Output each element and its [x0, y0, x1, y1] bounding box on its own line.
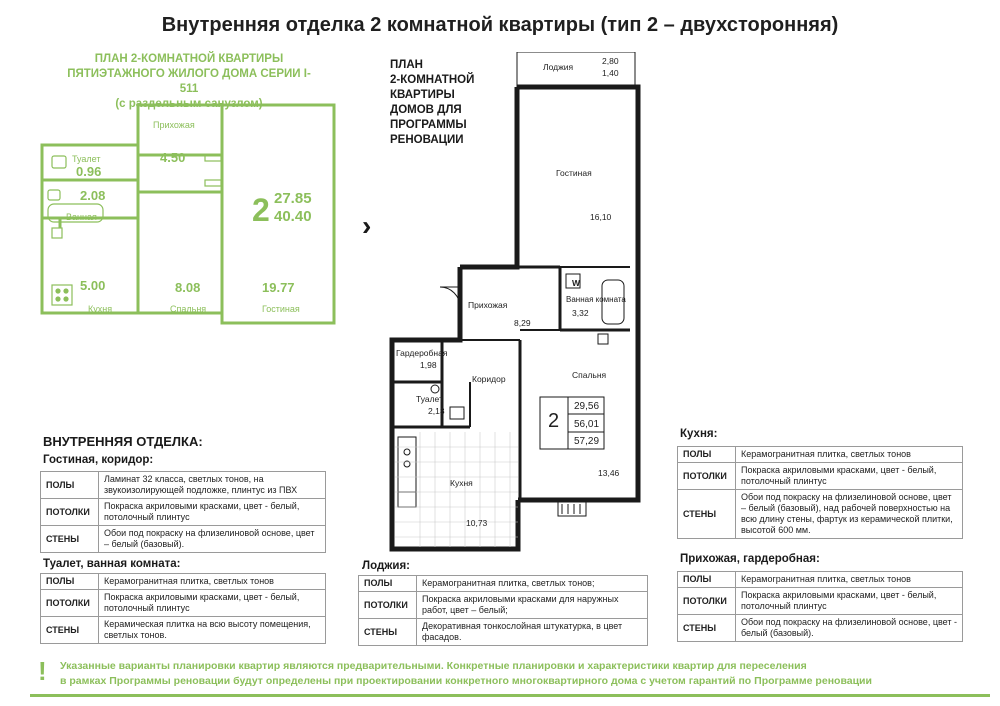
row-value: Ламинат 32 класса, светлых тонов, на звукоизолирующей подложке, плинтус из ПВХ	[99, 472, 326, 499]
living-finish-heading: Гостиная, коридор:	[43, 454, 154, 466]
row-value: Керамогранитная плитка, светлых тонов;	[417, 576, 648, 592]
table-row	[359, 592, 648, 619]
hallway-finish-table	[677, 571, 963, 642]
table-row	[359, 576, 648, 592]
old-hall-area: 4.50	[160, 150, 186, 165]
new-plan-caption-line: ДОМОВ ДЛЯ	[390, 104, 462, 116]
row-key: ПОТОЛКИ	[678, 463, 736, 490]
old-kitchen-label: Кухня	[88, 304, 113, 314]
chevron-right-icon: ›	[362, 210, 372, 241]
loggia-finish-heading: Лоджия:	[362, 560, 411, 572]
table-row	[41, 590, 326, 617]
row-key: ПОТОЛКИ	[41, 499, 99, 526]
bottom-divider	[30, 694, 990, 697]
row-key: ПОТОЛКИ	[678, 588, 736, 615]
old-rooms-count: 2	[252, 192, 270, 228]
bath-finish-heading: Туалет, ванная комната:	[43, 558, 181, 570]
table-row	[678, 572, 963, 588]
hall-label: Прихожая	[468, 300, 508, 310]
row-value: Керамогранитная плитка, светлых тонов	[736, 447, 963, 463]
row-key: ПОЛЫ	[41, 574, 99, 590]
new-floor-plan	[380, 52, 660, 562]
living-area: 16,10	[590, 212, 612, 222]
old-toilet-label: Туалет	[72, 154, 101, 164]
row-key: СТЕНЫ	[41, 617, 99, 644]
new-plan-caption-line: КВАРТИРЫ	[390, 89, 455, 101]
new-living-sq: 29,56	[574, 401, 600, 412]
row-value: Покраска акриловыми красками, цвет - белый, потолочный плинтус	[99, 499, 326, 526]
row-value: Покраска акриловыми красками, цвет - белый, потолочный плинтус	[99, 590, 326, 617]
bath-label: Ванная комната	[566, 295, 626, 304]
table-row	[41, 526, 326, 553]
row-key: СТЕНЫ	[41, 526, 99, 553]
row-key: СТЕНЫ	[678, 490, 736, 539]
w-mark: W	[572, 278, 581, 288]
loggia-finish-table	[358, 575, 648, 646]
table-row	[41, 499, 326, 526]
row-value: Обои под покраску на флизелиновой основе, цвет – белый (базовый), над рабочей поверхностью на всю длину стены, фартук из керамической плитки, высотой 600 мм.	[736, 490, 963, 539]
row-key: СТЕНЫ	[678, 615, 736, 642]
table-row	[359, 619, 648, 646]
table-row	[41, 617, 326, 644]
table-row	[678, 588, 963, 615]
exclamation-icon: !	[38, 656, 47, 686]
new-rooms-count: 2	[548, 410, 560, 432]
living-label: Гостиная	[556, 168, 592, 178]
row-value: Керамогранитная плитка, светлых тонов	[99, 574, 326, 590]
old-bath-label: Ванная	[66, 212, 97, 222]
table-row	[678, 463, 963, 490]
loggia-area-1: 2,80	[602, 56, 619, 66]
old-plan-caption-line: ПЛАН 2-КОМНАТНОЙ КВАРТИРЫ	[94, 53, 284, 65]
hallway-finish-heading: Прихожая, гардеробная:	[680, 553, 820, 565]
row-key: ПОЛЫ	[41, 472, 99, 499]
wardrobe-area: 1,98	[420, 360, 437, 370]
old-plan-caption-line: ПЯТИЭТАЖНОГО ЖИЛОГО ДОМА СЕРИИ I-511	[67, 68, 311, 95]
row-value: Керамогранитная плитка, светлых тонов	[736, 572, 963, 588]
new-total-sq-2: 57,29	[574, 436, 600, 447]
disclaimer-note	[60, 659, 990, 689]
finish-heading: ВНУТРЕННЯЯ ОТДЕЛКА:	[43, 434, 203, 449]
row-value: Покраска акриловыми красками, цвет - белый, потолочный плинтус	[736, 588, 963, 615]
row-key: СТЕНЫ	[359, 619, 417, 646]
row-value: Декоративная тонкослойная штукатурка, в цвет фасадов.	[417, 619, 648, 646]
table-row	[678, 447, 963, 463]
toilet-label: Туалет	[416, 394, 443, 404]
living-finish-table	[40, 471, 326, 553]
table-row	[41, 472, 326, 499]
table-row	[678, 615, 963, 642]
old-bedroom-area: 8.08	[175, 280, 201, 295]
old-toilet-area: 0.96	[76, 164, 102, 179]
row-value: Обои под покраску на флизелиновой основе, цвет – белый (базовый).	[99, 526, 326, 553]
row-key: ПОЛЫ	[678, 447, 736, 463]
row-key: ПОЛЫ	[359, 576, 417, 592]
old-bedroom-label: Спальня	[170, 304, 207, 314]
old-hall-label: Прихожая	[153, 120, 195, 130]
new-plan-caption-line: ПЛАН	[390, 59, 423, 71]
kitchen-finish-table	[677, 446, 963, 539]
row-key: ПОТОЛКИ	[41, 590, 99, 617]
bedroom-label: Спальня	[572, 370, 607, 380]
row-key: ПОЛЫ	[678, 572, 736, 588]
row-value: Покраска акриловыми красками, цвет - белый, потолочный плинтус	[736, 463, 963, 490]
corridor-label: Коридор	[472, 374, 506, 384]
row-value: Покраска акриловыми красками для наружных работ, цвет – белый;	[417, 592, 648, 619]
bedroom-area: 13,46	[598, 468, 620, 478]
page-title: Внутренняя отделка 2 комнатной квартиры (тип 2 – двухсторонняя)	[161, 14, 839, 36]
old-living-room-label: Гостиная	[262, 304, 300, 314]
wardrobe-label: Гардеробная	[396, 348, 448, 358]
bath-finish-table	[40, 573, 326, 644]
kitchen-label: Кухня	[450, 478, 473, 488]
bath-area: 3,32	[572, 308, 589, 318]
row-key: ПОТОЛКИ	[359, 592, 417, 619]
old-total-area: 40.40	[274, 208, 312, 225]
old-living-room-area: 19.77	[262, 280, 295, 295]
old-plan-caption-line: (с раздельным санузлом)	[115, 98, 263, 110]
new-plan-drawing	[380, 52, 660, 562]
table-row	[678, 490, 963, 539]
old-kitchen-area: 5.00	[80, 278, 106, 293]
old-bath-area: 2.08	[80, 188, 106, 203]
new-plan-caption-line: РЕНОВАЦИИ	[390, 134, 464, 146]
new-total-sq: 56,01	[574, 419, 600, 430]
loggia-label: Лоджия	[543, 62, 574, 72]
toilet-area: 2,13	[428, 406, 445, 416]
disclaimer-line: Указанные варианты планировки квартир являются предварительными. Конкретные планировки и характеристики квартир для переселения	[60, 660, 807, 672]
kitchen-finish-heading: Кухня:	[680, 428, 718, 440]
old-living-area: 27.85	[274, 190, 312, 207]
row-value: Керамическая плитка на всю высоту помещения, светлых тонов.	[99, 617, 326, 644]
disclaimer-line: в рамках Программы реновации будут определены при проектировании конкретного многоквартирного дома с учетом гарантий по Программе реновации	[60, 675, 872, 687]
kitchen-area: 10,73	[466, 518, 488, 528]
hall-area: 8,29	[514, 318, 531, 328]
loggia-area-2: 1,40	[602, 68, 619, 78]
row-value: Обои под покраску на флизелиновой основе, цвет - белый (базовый).	[736, 615, 963, 642]
table-row	[41, 574, 326, 590]
new-plan-caption-line: ПРОГРАММЫ	[390, 119, 467, 131]
old-floor-plan	[30, 100, 350, 350]
new-plan-caption-line: 2-КОМНАТНОЙ	[390, 74, 475, 86]
